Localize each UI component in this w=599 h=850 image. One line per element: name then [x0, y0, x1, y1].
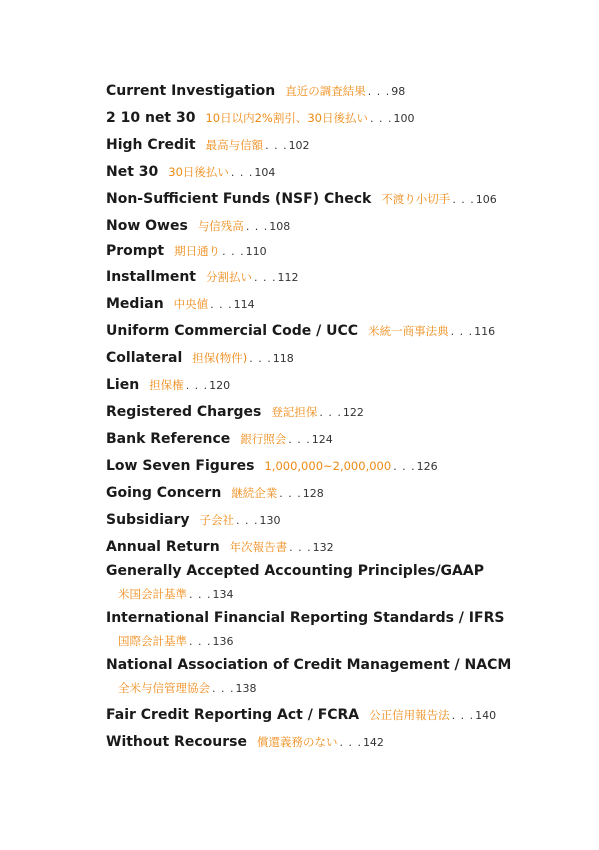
page-number: 104	[254, 166, 276, 179]
index-entry	[106, 347, 294, 366]
entry-subline	[106, 677, 511, 696]
term-english: National Association of Credit Management / NACM	[106, 657, 512, 673]
term-japanese: 中央値	[173, 297, 209, 311]
index-entry	[106, 107, 414, 126]
index-entry	[106, 654, 511, 696]
term-japanese: 年次報告書	[229, 540, 288, 554]
term-english: 2 10 net 30	[106, 110, 196, 126]
term-japanese: 継続企業	[231, 486, 278, 500]
term-japanese: 国際会計基準	[118, 634, 187, 648]
term-japanese: 最高与信額	[205, 138, 264, 152]
leader-dots: . . .	[451, 709, 475, 722]
leader-dots: . . .	[279, 487, 302, 500]
page-number: 128	[302, 487, 324, 500]
term-english: Median	[106, 296, 164, 312]
index-entry	[106, 401, 364, 420]
index-entry	[106, 161, 275, 180]
term-japanese: 米国会計基準	[118, 587, 187, 601]
page-number: 106	[475, 193, 497, 206]
index-entry	[106, 482, 324, 501]
index-entry	[106, 455, 438, 474]
index-entry	[106, 731, 384, 750]
index-entry	[106, 560, 484, 602]
term-english: Registered Charges	[106, 404, 262, 420]
term-japanese: 担保(物件)	[192, 351, 248, 365]
term-english: Collateral	[106, 350, 183, 366]
term-english: Generally Accepted Accounting Principles/GAAP	[106, 563, 484, 579]
leader-dots: . . .	[212, 682, 235, 695]
term-english: High Credit	[106, 137, 196, 153]
page-number: 132	[312, 541, 334, 554]
term-english: Net 30	[106, 164, 159, 180]
leader-dots: . . .	[450, 325, 474, 338]
term-japanese: 公正信用報告法	[369, 708, 450, 722]
term-english: Annual Return	[106, 539, 220, 555]
page-number: 130	[259, 514, 281, 527]
page-number: 120	[209, 379, 231, 392]
term-japanese: 1,000,000~2,000,000	[264, 459, 392, 473]
entry-subline	[106, 583, 484, 602]
leader-dots: . . .	[452, 193, 475, 206]
page-number: 134	[212, 588, 234, 601]
index-entry	[106, 536, 334, 555]
term-english: Low Seven Figures	[106, 458, 255, 474]
index-entry	[106, 266, 298, 285]
page-number: 118	[272, 352, 294, 365]
term-japanese: 償還義務のない	[256, 735, 338, 749]
leader-dots: . . .	[210, 298, 233, 311]
page-number: 138	[235, 682, 257, 695]
leader-dots: . . .	[245, 220, 269, 233]
index-entry	[106, 320, 495, 339]
term-english: Lien	[106, 377, 140, 393]
leader-dots: . . .	[393, 460, 416, 473]
term-english: Current Investigation	[106, 83, 276, 99]
leader-dots: . . .	[265, 139, 288, 152]
leader-dots: . . .	[319, 406, 342, 419]
page-number: 122	[342, 406, 364, 419]
term-english: Subsidiary	[106, 512, 190, 528]
page-number: 142	[362, 736, 384, 749]
leader-dots: . . .	[370, 112, 393, 125]
page-number: 126	[416, 460, 438, 473]
term-japanese: 不渡り小切手	[381, 192, 451, 206]
leader-dots: . . .	[222, 245, 245, 258]
term-english: Non-Sufficient Funds (NSF) Check	[106, 191, 372, 207]
index-entry	[106, 134, 310, 153]
term-japanese: 直近の調査結果	[285, 84, 366, 98]
index-entry	[106, 704, 496, 723]
leader-dots: . . .	[249, 352, 272, 365]
page-number: 124	[311, 433, 333, 446]
leader-dots: . . .	[254, 271, 277, 284]
leader-dots: . . .	[236, 514, 259, 527]
term-japanese: 担保権	[149, 378, 184, 392]
leader-dots: . . .	[185, 379, 209, 392]
term-english: Bank Reference	[106, 431, 231, 447]
page-number: 110	[245, 245, 267, 258]
index-entry	[106, 607, 504, 649]
page-number: 140	[475, 709, 497, 722]
term-japanese: 期日通り	[174, 244, 221, 258]
term-english: International Financial Reporting Standards / IFRS	[106, 610, 505, 626]
page-number: 102	[288, 139, 310, 152]
leader-dots: . . .	[189, 588, 212, 601]
index-entry	[106, 293, 255, 312]
term-japanese: 与信残高	[197, 219, 244, 233]
term-japanese: 銀行照会	[240, 432, 287, 446]
index-entry	[106, 374, 230, 393]
leader-dots: . . .	[367, 85, 391, 98]
page-number: 136	[212, 635, 234, 648]
index-entry	[106, 188, 497, 207]
term-japanese: 分割払い	[206, 270, 252, 284]
page-number: 116	[474, 325, 496, 338]
index-entry	[106, 428, 333, 447]
page-number: 100	[393, 112, 415, 125]
index-entry	[106, 509, 281, 528]
page-number: 112	[277, 271, 299, 284]
term-english: Fair Credit Reporting Act / FCRA	[106, 707, 360, 723]
leader-dots: . . .	[189, 635, 212, 648]
term-english: Prompt	[106, 243, 165, 259]
index-entry	[106, 215, 290, 234]
leader-dots: . . .	[230, 166, 254, 179]
term-english: Uniform Commercial Code / UCC	[106, 323, 359, 339]
term-japanese: 10日以内2%割引、30日後払い	[205, 111, 368, 125]
page-number: 108	[269, 220, 291, 233]
term-japanese: 全米与信管理協会	[118, 681, 210, 695]
page-number: 98	[391, 85, 406, 98]
page-number: 114	[233, 298, 255, 311]
term-japanese: 登記担保	[271, 405, 318, 419]
term-english: Without Recourse	[106, 734, 247, 750]
term-japanese: 30日後払い	[168, 165, 229, 179]
leader-dots: . . .	[289, 541, 312, 554]
entry-subline	[106, 630, 504, 649]
term-english: Now Owes	[106, 218, 188, 234]
term-english: Installment	[106, 269, 196, 285]
index-entry	[106, 240, 267, 259]
term-japanese: 米統一商事法典	[368, 324, 449, 338]
leader-dots: . . .	[288, 433, 311, 446]
index-entry	[106, 80, 405, 99]
leader-dots: . . .	[339, 736, 362, 749]
term-english: Going Concern	[106, 485, 222, 501]
term-japanese: 子会社	[199, 513, 235, 527]
